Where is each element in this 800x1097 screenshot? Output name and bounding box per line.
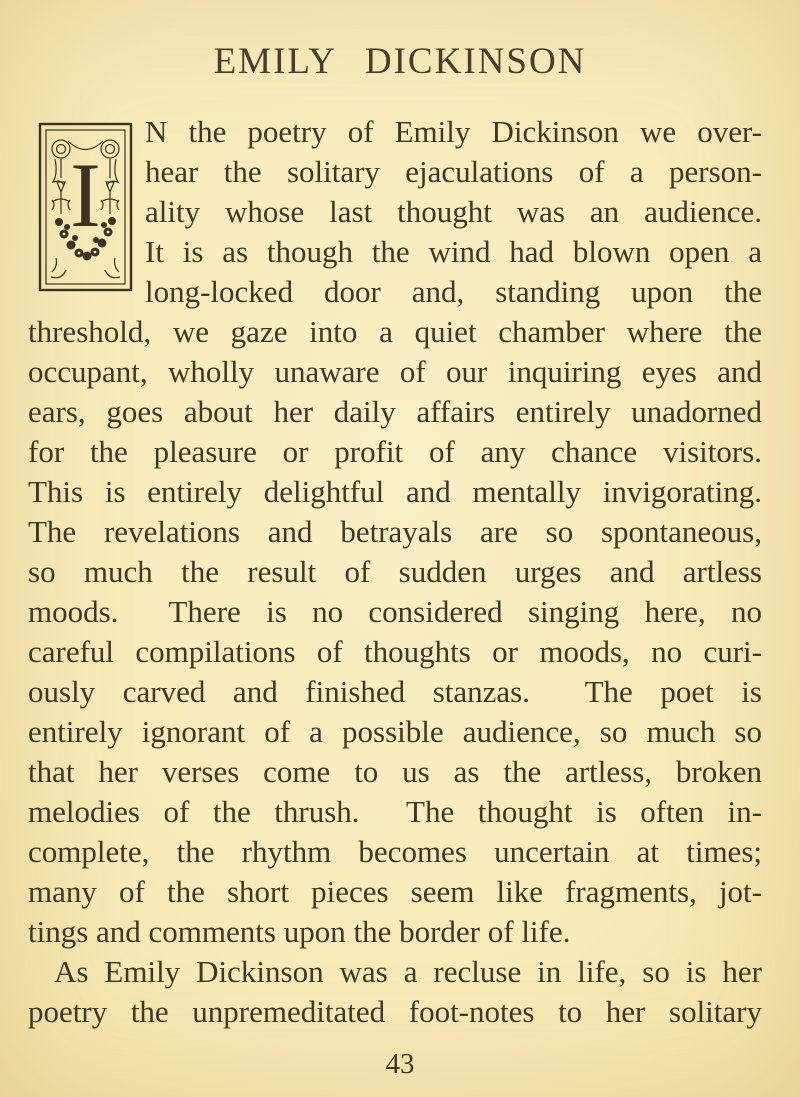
text-line: careful compilations of thoughts or moods, no curi-	[28, 634, 762, 669]
text-line: ality whose last thought was an audience.	[145, 194, 762, 229]
text-line: that her verses come to us as the artless, broken	[28, 754, 762, 789]
page-title: EMILY DICKINSON	[213, 41, 587, 82]
text-line: for the pleasure or profit of any chance visitors.	[28, 434, 762, 469]
text-line: melodies of the thrush. The thought is often in-	[28, 794, 762, 829]
drop-cap-letter: I	[70, 144, 101, 246]
text-line: N the poetry of Emily Dickinson we over-	[145, 114, 762, 149]
text-line: As Emily Dickinson was a recluse in life, so is her	[54, 954, 762, 989]
text-line: This is entirely delightful and mentally invigorating.	[28, 474, 762, 509]
text-line: many of the short pieces seem like fragments, jot-	[28, 874, 762, 909]
text-line: long-locked door and, standing upon the	[145, 274, 762, 309]
text-line: entirely ignorant of a possible audience, so much so	[28, 714, 762, 749]
text-line: occupant, wholly unaware of our inquiring eyes and	[28, 354, 762, 389]
text-line: so much the result of sudden urges and artless	[28, 554, 762, 589]
text-line: moods. There is no considered singing here, no	[28, 594, 762, 629]
text-line: The revelations and betrayals are so spontaneous,	[28, 514, 762, 549]
page-number: 43	[385, 1048, 415, 1080]
text-line: threshold, we gaze into a quiet chamber where the	[28, 314, 762, 349]
text-line: It is as though the wind had blown open a	[145, 234, 762, 269]
text-line: hear the solitary ejaculations of a person-	[145, 154, 762, 189]
text-line: ously carved and finished stanzas. The poet is	[28, 674, 762, 709]
text-line: poetry the unpremeditated foot-notes to her solitary	[28, 994, 762, 1029]
text-line: complete, the rhythm becomes uncertain at times;	[28, 834, 762, 869]
body-text	[28, 112, 762, 1032]
text-line: tings and comments upon the border of life.	[28, 914, 571, 949]
text-line: ears, goes about her daily affairs entirely unadorned	[28, 394, 762, 429]
